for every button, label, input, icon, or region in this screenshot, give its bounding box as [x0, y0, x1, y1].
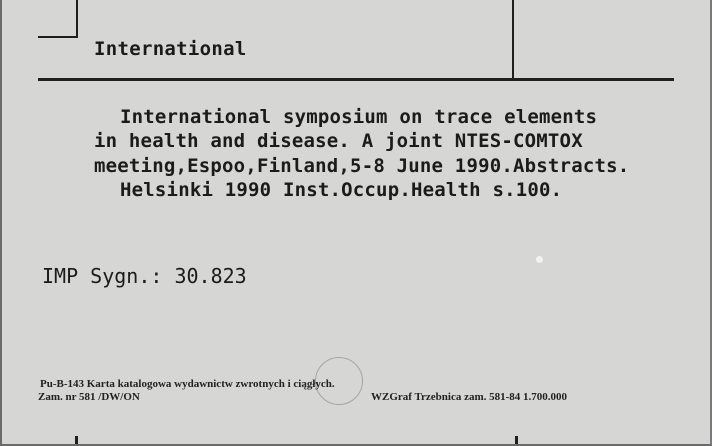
description-line-4: Helsinki 1990 Inst.Occup.Health s.100.	[120, 179, 563, 201]
header-divider-rule	[512, 0, 514, 80]
description-line-3: meeting,Espoo,Finland,5-8 June 1990.Abstracts.	[94, 155, 630, 177]
top-left-horizontal-rule	[38, 36, 78, 38]
bottom-tick-right	[515, 436, 518, 444]
footer-line-2-right: WZGraf Trzebnica zam. 581-84 1.700.000	[371, 391, 568, 403]
card-heading: International	[94, 38, 247, 60]
footer-line-2-left: Zam. nr 581 /DW/ON	[38, 391, 140, 403]
top-left-vertical-rule	[76, 0, 78, 38]
header-underline-rule	[38, 78, 674, 81]
bottom-tick-left	[75, 436, 78, 444]
call-number: IMP Sygn.: 30.823	[42, 264, 247, 288]
description-line-1: International symposium on trace elements	[120, 106, 598, 128]
footer-line-1: Pu-B-143 Karta katalogowa wydawnictw zwrotnych i ciągłych.	[40, 378, 335, 390]
paper-speck	[536, 256, 543, 263]
description-line-2: in health and disease. A joint NTES-COMTOX	[94, 130, 583, 152]
